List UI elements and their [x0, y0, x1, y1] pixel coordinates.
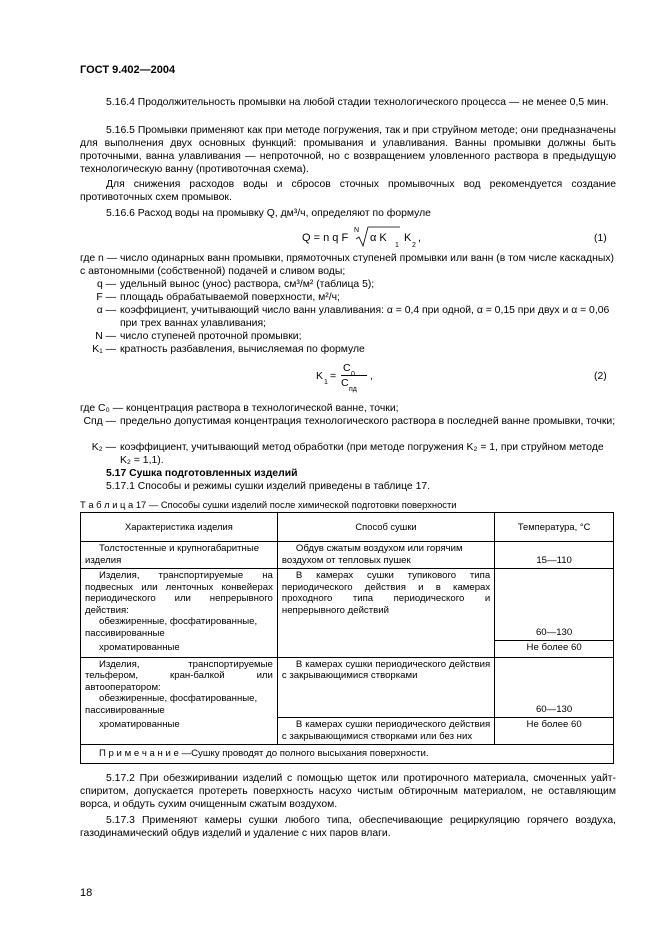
page-number: 18	[80, 887, 93, 899]
table-cell: 60—130	[495, 657, 614, 717]
formula-2-numerator-sub: 0	[351, 371, 355, 378]
table-cell: В камерах сушки тупикового типа периодического действия и в камерах проходного типа периодического и непрерывного действий	[277, 569, 494, 658]
table-cell: В камерах сушки периодического действия с закрывающимися створками	[277, 657, 494, 717]
table-cell: Не более 60	[495, 641, 614, 658]
definition-c0: где C₀ — концентрация раствора в технологической ванне, точки;	[80, 403, 399, 414]
table-cell: Толстостенные и крупногабаритные изделия	[81, 542, 278, 569]
table-row	[81, 657, 614, 717]
paragraph-5-16-4: 5.16.4 Продолжительность промывки на любой стадии технологического процесса — не менее 0,5 мин.	[106, 97, 609, 108]
table-cell: Обдув сжатым воздухом или горячим воздухом от тепловых пушек	[277, 542, 494, 569]
paragraph-5-17-2: 5.17.2 При обезжиривании изделий с помощью щеток или протирочного материала, смоченных уайт-спиритом, допускается протереть поверхность насухо чистым обтирочным материалом, не оставляющим ворса, и обдуть сухим очищенным сжатым воздухом.	[80, 773, 616, 810]
table-cell-text: обезжиренные, фосфатированные, пассивированные	[85, 693, 258, 716]
table-header-row	[81, 513, 614, 542]
definition-text: коэффициент, учитывающий метод обработки (при методе погружения K₂ = 1, при струйном методе K₂ = 1,1).	[120, 442, 604, 466]
table-header-cell: Характеристика изделия	[81, 513, 278, 542]
formula-1-root-index: N	[354, 227, 360, 234]
paragraph-5-17-1: 5.17.1 Способы и режимы сушки изделий приведены в таблице 17.	[106, 481, 431, 492]
definition-symbol: N —	[95, 331, 116, 342]
definition-text: удельный вынос (унос) раствора, см³/м² (таблица 5);	[120, 279, 375, 290]
formula-1-left: Q = n q F	[302, 232, 349, 244]
table-cell: Не более 60	[495, 718, 614, 745]
fraction-bar	[341, 375, 367, 376]
table-header-cell: Способ сушки	[277, 513, 494, 542]
formula-2-lhs-sub: 1	[324, 379, 328, 386]
paragraph-5-17-3: 5.17.3 Применяют камеры сушки любого типа, обеспечивающие рециркуляцию горячего воздуха, газодинамический обдув изделий и удаление с них паров влаги.	[80, 815, 616, 839]
formula-1-k2: K	[404, 232, 412, 244]
table-cell	[81, 657, 278, 717]
definition-symbol: Cпд —	[83, 416, 116, 427]
definition-text: коэффициент, учитывающий число ванн улавливания: α = 0,4 при одной, α = 0,15 при двух и α = 0,06 при трех ваннах улавливания;	[120, 305, 610, 329]
formula-1-radicand-sub: 1	[395, 242, 399, 249]
formula-1-number: (1)	[594, 233, 607, 244]
table-cell-text: обезжиренные, фосфатированные, пассивированные	[85, 616, 258, 639]
formula-2-lhs: K	[316, 370, 324, 382]
table-cell: В камерах сушки периодического действия с закрывающимися створками или без них	[277, 718, 494, 745]
definition-symbol: K₂ —	[91, 442, 116, 453]
formula-1	[302, 224, 462, 250]
table-note: П р и м е ч а н и е —Сушку проводят до полного высыхания поверхности.	[81, 744, 614, 763]
table-row	[81, 718, 614, 745]
definition-text: кратность разбавления, вычисляемая по формуле	[120, 344, 365, 355]
table-caption: Т а б л и ц а 17 — Способы сушки изделий после химической подготовки поверхности	[80, 499, 457, 510]
formula-1-k2-sub: 2	[412, 242, 416, 249]
table-row	[81, 542, 614, 569]
table-note-row	[81, 744, 614, 763]
formula-2-number: (2)	[594, 371, 607, 382]
formula-2	[316, 360, 376, 394]
table-cell: хроматированные	[81, 718, 278, 745]
table-cell: 60—130	[495, 569, 614, 641]
paragraph-5-16-5: 5.16.5 Промывки применяют как при методе погружения, так и при струйном методе; они предназначены для выполнения двух основных функций: промывания и улавливания. Ванны промывки должны быть проточными, ванна улавливания — непроточной, но с возвращением уловленного раствора в предыдущую технологическую ванну (противоточная схема).	[80, 125, 616, 175]
formula-2-denominator: C	[341, 377, 349, 389]
formula-1-tail: ,	[418, 232, 422, 244]
formula-2-eq: =	[330, 370, 337, 382]
table-row	[81, 569, 614, 641]
definition-text: предельно допустимая концентрация технологического раствора в последней ванне промывки, точки;	[120, 416, 616, 427]
table-cell: хроматированные	[81, 641, 278, 658]
table-cell: 15—110	[495, 542, 614, 569]
table-cell-text: Изделия, транспортируемые на подвесных или ленточных конвейерах периодического или непрерывного действия:	[85, 570, 273, 616]
definition-n: где n — число одинарных ванн промывки, прямоточных ступеней промывки или ванн (в том числе каскадных) с автономными (собственной) подачей и сливом воды;	[80, 253, 614, 277]
document-header: ГОСТ 9.402—2004	[80, 64, 176, 76]
formula-2-tail: ,	[370, 370, 373, 382]
definition-symbol: α —	[96, 305, 116, 316]
definition-text: число ступеней проточной промывки;	[120, 331, 302, 342]
formula-2-numerator: C	[343, 362, 351, 374]
table-header-cell: Температура, °C	[495, 513, 614, 542]
paragraph-reduce: Для снижения расходов воды и сбросов сточных промывочных вод рекомендуется создание противоточных схем промывок.	[80, 179, 616, 203]
table-cell	[81, 569, 278, 641]
formula-2-denominator-sub: пд	[349, 386, 357, 393]
table-cell-text: Изделия, транспортируемые тельфером, кран-балкой или автооператором:	[85, 658, 273, 693]
definition-symbol: K₁ —	[92, 344, 116, 355]
paragraph-5-16-6: 5.16.6 Расход воды на промывку Q, дм³/ч, определяют по формуле	[106, 208, 431, 219]
definition-symbol: q —	[96, 279, 116, 290]
table-17	[80, 512, 614, 764]
definition-symbol: F —	[96, 292, 116, 303]
section-heading-5-17: 5.17 Сушка подготовленных изделий	[106, 468, 298, 479]
definition-text: площадь обрабатываемой поверхности, м²/ч;	[120, 292, 340, 303]
formula-1-radicand: α K	[370, 232, 387, 244]
